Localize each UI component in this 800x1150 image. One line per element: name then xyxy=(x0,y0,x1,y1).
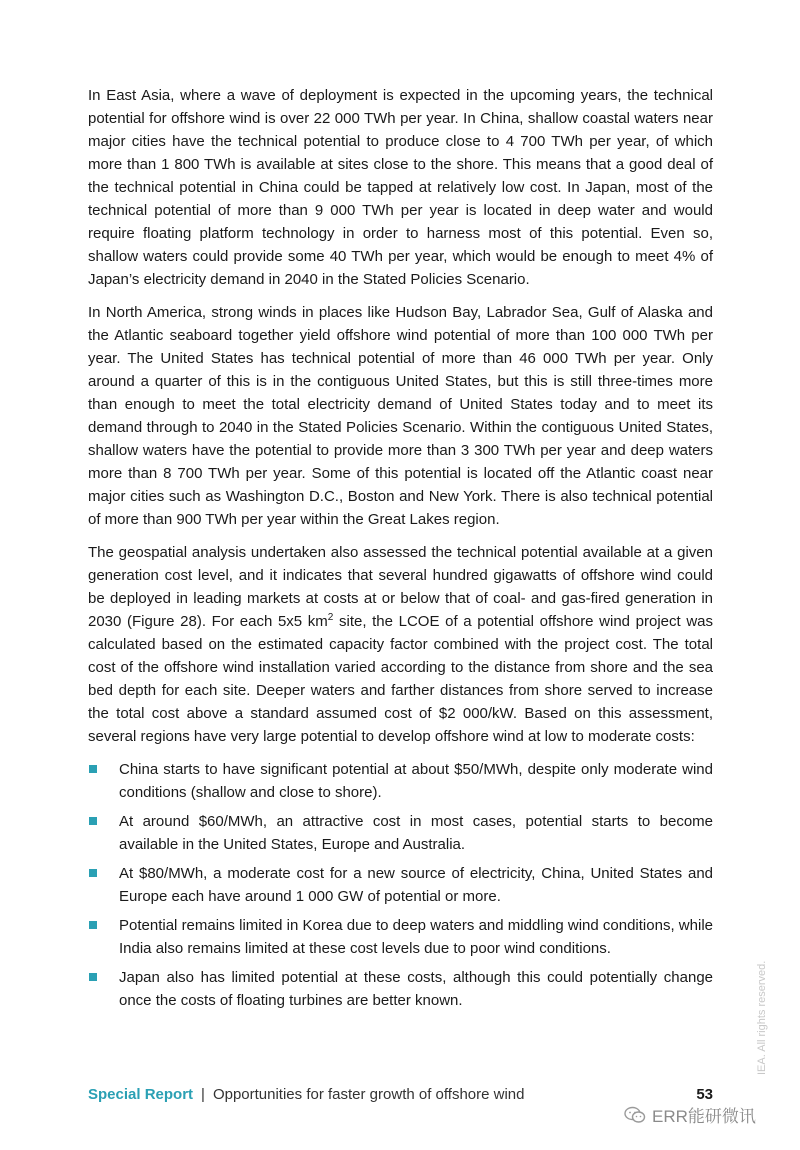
square-bullet-icon xyxy=(89,817,97,825)
wechat-icon xyxy=(624,1106,646,1124)
paragraph-east-asia: In East Asia, where a wave of deployment is expected in the upcoming years, the technical potential for offshore wind is over 22 000 TWh per year. In China, shallow coastal waters near major cities have the technical potential to produce close to 4 700 TWh per year, of which more than 1 800 TWh is available at sites close to the shore. This means that a good deal of the technical potential in China could be tapped at relatively low cost. In Japan, most of the technical potential of more than 9 000 TWh per year is located in deep water and would require floating platform technology in order to harness most of this potential. Even so, shallow waters could provide some 40 TWh per year, which would be enough to meet 4% of Japan’s electricity demand in 2040 in the Stated Policies Scenario. xyxy=(88,87,713,288)
watermark-text: ERR能研微讯 xyxy=(652,1107,756,1126)
superscript-two: 2 xyxy=(327,612,334,623)
list-item-text: At around $60/MWh, an attractive cost in most cases, potential starts to become available in the United States, Europe and Australia. xyxy=(119,813,713,853)
list-item-text: Japan also has limited potential at these costs, although this could potentially change once the costs of floating turbines are better known. xyxy=(119,969,713,1009)
list-item-text: Potential remains limited in Korea due to deep waters and middling wind conditions, while India also remains limited at these cost levels due to poor wind conditions. xyxy=(119,917,713,957)
list-item xyxy=(88,810,713,856)
footer-brand: Special Report xyxy=(88,1086,194,1103)
square-bullet-icon xyxy=(89,869,97,877)
square-bullet-icon xyxy=(89,973,97,981)
watermark xyxy=(624,1102,756,1127)
paragraph-text-before: The geospatial analysis undertaken also assessed the technical potential available at a given generation cost level, and it indicates that several hundred gigawatts of offshore wind could be deployed in leading markets at costs at or below that of coal- and gas-fired generation in 2030 (Figure 28). For each 5x5 km xyxy=(88,544,713,630)
side-copyright-notice: IEA. All rights reserved. xyxy=(756,960,768,1075)
paragraph-north-america: In North America, strong winds in places like Hudson Bay, Labrador Sea, Gulf of Alaska and the Atlantic seaboard together yield offshore wind potential of more than 100 000 TWh per year. The United States has technical potential of more than 46 000 TWh per year. Only around a quarter of this is in the contiguous United States, but this is still three-times more than enough to meet the total electricity demand of United States today and to meet its demand through to 2040 in the Stated Policies Scenario. Within the contiguous United States, shallow waters have the potential to provide more than 3 300 TWh per year and deep waters more than 8 700 TWh per year. Some of this potential is located off the Atlantic coast near major cities such as Washington D.C., Boston and New York. There is also technical potential of more than 900 TWh per year within the Great Lakes region. xyxy=(88,304,713,528)
page-number: 53 xyxy=(696,1086,713,1103)
list-item xyxy=(88,914,713,960)
page-footer xyxy=(88,1084,713,1106)
footer-title: Opportunities for faster growth of offshore wind xyxy=(212,1086,525,1103)
footer-separator: | xyxy=(201,1086,205,1103)
square-bullet-icon xyxy=(89,765,97,773)
list-item xyxy=(88,862,713,908)
paragraph-text-after: site, the LCOE of a potential offshore wind project was calculated based on the estimated capacity factor combined with the project cost. The total cost of the offshore wind installation varied according to the distance from shore and the sea bed depth for each site. Deeper waters and farther distances from shore served to increase the total cost above a standard assumed cost of $2 000/kW. Based on this assessment, several regions have very large potential to develop offshore wind at low to moderate costs: xyxy=(88,613,713,745)
page-body xyxy=(88,84,713,1018)
square-bullet-icon xyxy=(89,921,97,929)
bullet-list xyxy=(88,758,713,1012)
list-item xyxy=(88,966,713,1012)
list-item-text: At $80/MWh, a moderate cost for a new source of electricity, China, United States and Europe each have around 1 000 GW of potential or more. xyxy=(119,865,713,905)
list-item xyxy=(88,758,713,804)
list-item-text: China starts to have significant potential at about $50/MWh, despite only moderate wind conditions (shallow and close to shore). xyxy=(119,761,713,801)
paragraph-geospatial-analysis xyxy=(88,541,713,748)
